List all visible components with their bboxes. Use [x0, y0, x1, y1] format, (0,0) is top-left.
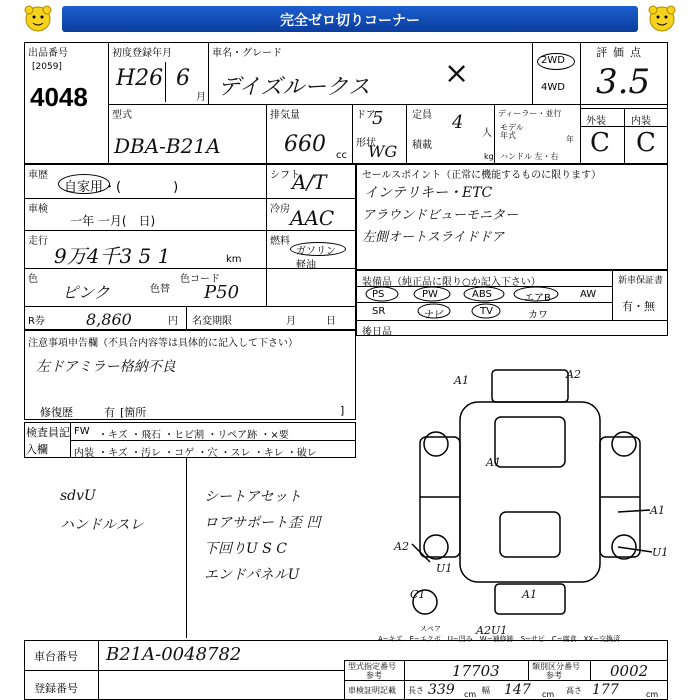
equip-ps: PS — [372, 289, 385, 300]
mileage-label: 走行 — [28, 236, 48, 247]
color-change-label: 色替 — [150, 284, 170, 295]
class-sub: 参考 — [546, 671, 562, 680]
year-unit: 年 — [566, 135, 574, 144]
mileage-unit: km — [226, 254, 242, 265]
shape-label: 形状 — [356, 138, 376, 149]
mark-5: U1 — [652, 546, 669, 559]
fuel-label: 燃料 — [270, 236, 290, 247]
mark-9: A1 — [522, 588, 537, 601]
history-label: 車歴 — [28, 170, 48, 181]
repair-end: ] — [340, 404, 345, 417]
repair-place: [箇所 — [120, 406, 147, 419]
int-label: 内装 — [631, 116, 651, 127]
equip-abs: ABS — [472, 289, 492, 300]
load-unit: kg — [484, 152, 494, 161]
sales-line-1: インテリキー・ETC — [364, 185, 493, 201]
len-label: 長さ — [408, 686, 424, 695]
banner — [0, 0, 700, 38]
width-label: 幅 — [482, 686, 490, 695]
mark-7: U1 — [436, 562, 453, 575]
inspector-interior: 内装 — [74, 448, 94, 459]
score-value: 3.5 — [596, 62, 651, 102]
banner-title: 完全ゼロ切りコーナー — [280, 13, 420, 29]
dealer-label: ディーラー・並行 — [498, 109, 562, 118]
color-label: 色 — [28, 274, 38, 285]
width-unit: cm — [542, 690, 555, 699]
cc-unit: cc — [336, 150, 347, 161]
ext-label: 外装 — [586, 116, 606, 127]
inspector-label: 検査員記入欄 — [26, 426, 70, 456]
drive-2wd: 2WD — [541, 55, 565, 66]
height-unit: cm — [646, 690, 659, 699]
ext-value: C — [590, 128, 610, 158]
cc-label: 排気量 — [270, 110, 300, 121]
inspector-row2: ・キズ ・汚レ ・コゲ ・穴 ・スレ ・キレ ・破レ — [98, 448, 317, 459]
mark-8: C1 — [410, 588, 426, 601]
mark-1: A1 — [454, 374, 469, 387]
mascot-icon — [22, 4, 54, 34]
car-name: デイズルークス — [218, 75, 371, 100]
remark-left-2: ハンドルスレ — [60, 517, 144, 533]
warranty-value: 有・無 — [622, 300, 655, 313]
inspector-row1: ・キズ ・飛石 ・ヒビ割 ・リペア跡 ・×要 — [98, 430, 289, 441]
remark-right-4: エンドパネルU — [204, 567, 300, 583]
mark-4: A1 — [650, 504, 665, 517]
int-value: C — [636, 128, 656, 158]
name-label: 車名・グレード — [212, 48, 282, 59]
door-value: 5 — [372, 108, 384, 129]
repair-label: 修復歴 — [40, 406, 73, 419]
lot-number: 4048 — [30, 82, 88, 112]
color-code-value: P50 — [204, 282, 240, 303]
len-unit: cm — [464, 690, 477, 699]
grade-value: × — [444, 56, 470, 91]
drive-4wd: 4WD — [541, 82, 565, 93]
len-value: 339 — [428, 682, 455, 698]
equip-navi: ナビ — [424, 310, 444, 321]
notes-value: 左ドアミラー格納不良 — [36, 359, 176, 375]
reg-month: 6 — [176, 66, 190, 91]
mark-3: A1 — [486, 456, 501, 469]
inspection-label: 車検 — [28, 204, 48, 215]
lot-sub: [2059] — [32, 62, 62, 72]
shape-value: WG — [368, 142, 398, 161]
name-change-month: 月 — [286, 316, 296, 327]
name-change-label: 名変期限 — [192, 316, 232, 327]
remark-right-1: シートアセット — [204, 489, 302, 505]
model-label: 型式 — [112, 110, 132, 121]
type-cert-label: 型式指定番号 — [348, 662, 396, 671]
mascot-icon — [646, 4, 678, 34]
score-label: 評価点 — [596, 46, 647, 59]
color-value: ピンク — [62, 283, 110, 302]
equip-pw: PW — [422, 289, 438, 300]
type-cert-value: 17703 — [452, 662, 500, 680]
diagram-legend: A−キズ E−エクボ U−凹み W−補修跡 S−サビ C−腐食 XX−交換済 — [378, 635, 621, 643]
seat-label: 定員 — [412, 110, 432, 121]
seat-unit: 人 — [482, 128, 492, 139]
equip-leather: カワ — [528, 310, 548, 321]
equip-aw: AW — [580, 289, 597, 300]
equip-sr: SR — [372, 306, 386, 317]
spare-label: スペア — [420, 625, 441, 633]
class-label: 類別区分番号 — [532, 662, 580, 671]
remark-right-3: 下回りU S C — [204, 541, 288, 557]
ac-value: AAC — [290, 206, 335, 230]
height-label: 高さ — [566, 686, 582, 695]
inspector-fw: FW — [74, 426, 90, 437]
equip-airbag: エアB — [524, 293, 551, 304]
notes-label: 注意事項申告欄（不具合内容等は具体的に記入して下さい） — [28, 338, 298, 349]
reg-year: H26 — [116, 66, 164, 91]
model-value: DBA-B21A — [114, 134, 221, 158]
rear-seat-label: 後日品 — [362, 327, 392, 338]
reg-month-unit: 月 — [196, 92, 206, 103]
history-value: 自家用・( ) — [64, 180, 179, 195]
remark-right-2: ロアサポート歪 凹 — [204, 515, 321, 531]
handle-label: ハンドル 左・右 — [500, 152, 559, 161]
cc-value: 660 — [284, 132, 326, 157]
cert-label: 車検証明記載 — [348, 686, 396, 695]
warranty-label: 新車保証書 — [618, 276, 664, 286]
model-year-label: モデル年式 — [500, 123, 524, 140]
color-code-label: 色コード — [180, 274, 220, 285]
equipment-label: 装備品（純正品に限り○か記入下さい） — [362, 277, 541, 288]
recycle-label: R券 — [28, 316, 45, 327]
seat-value: 4 — [452, 112, 464, 133]
name-change-day: 日 — [326, 316, 336, 327]
class-value: 0002 — [610, 662, 649, 680]
recycle-unit: 円 — [168, 316, 178, 327]
load-label: 積載 — [412, 140, 432, 151]
reg-label: 初度登録年月 — [112, 48, 172, 59]
lot-label: 出品番号 — [28, 48, 68, 59]
sales-label: セールスポイント（正常に機能するものに限ります） — [362, 170, 602, 181]
banner-bar — [62, 6, 638, 32]
reg-number-label: 登録番号 — [34, 682, 78, 695]
door-label: ドア — [356, 110, 376, 121]
fuel-alt: 軽油 — [296, 260, 316, 271]
shift-label: シフト — [270, 170, 300, 181]
type-cert-sub: 参考 — [366, 671, 382, 680]
sales-line-3: 左側オートスライドドア — [362, 230, 505, 245]
mark-10: A2U1 — [476, 624, 508, 637]
width-value: 147 — [504, 682, 531, 698]
recycle-value: 8,860 — [86, 310, 132, 329]
chassis-value: B21A-0048782 — [106, 644, 242, 665]
equipment-circles — [356, 270, 612, 320]
equip-tv: TV — [480, 306, 493, 317]
repair-value: 有 — [104, 406, 115, 419]
sales-line-2: アラウンドビューモニター — [362, 208, 519, 223]
shift-value: A/T — [292, 170, 327, 194]
height-value: 177 — [592, 682, 619, 698]
remark-left-1: sdvU — [60, 488, 96, 504]
mileage-value: 9万4千3 5 1 — [54, 244, 171, 268]
mark-6: A2 — [394, 540, 409, 553]
chassis-label: 車台番号 — [34, 650, 78, 663]
ac-label: 冷房 — [270, 204, 290, 215]
mark-2: A2 — [566, 368, 581, 381]
inspection-value: 一年 一月( 日) — [70, 214, 156, 228]
fuel-value: ガソリン — [296, 246, 336, 257]
